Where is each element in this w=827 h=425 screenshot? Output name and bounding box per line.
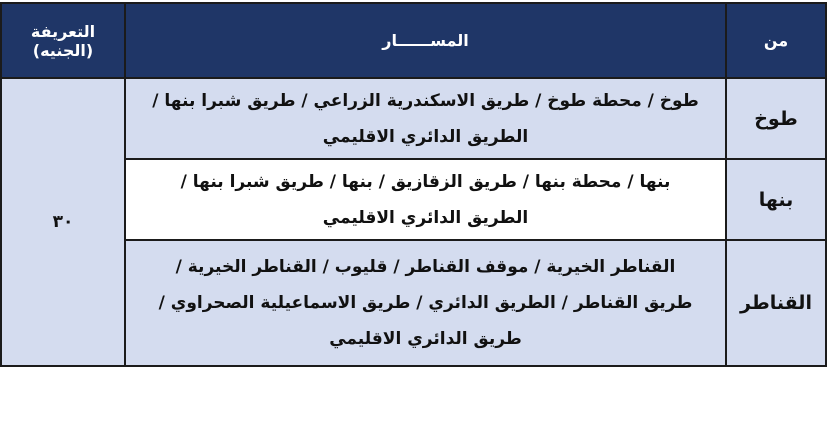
header-from: من [726, 3, 826, 78]
route-cell [125, 78, 726, 159]
route-line: طريق الدائري الاقليمي [329, 329, 522, 349]
table-header-row [1, 3, 826, 78]
header-fare: التعريفة (الجنيه) [1, 3, 125, 78]
table-row [1, 240, 826, 366]
origin-cell: طوخ [726, 78, 826, 159]
route-line: الطريق الدائري الاقليمي [322, 126, 529, 147]
route-line: طوخ / محطة طوخ / طريق الاسكندرية الزراعي / طريق شبرا بنها / [152, 90, 699, 111]
fare-table [0, 2, 827, 367]
route-line: بنها / محطة بنها / طريق الزقازيق / بنها / طريق شبرا بنها / [180, 171, 671, 192]
route-line: الطريق الدائري الاقليمي [322, 207, 529, 228]
header-route: المســــــار [125, 3, 726, 78]
route-cell [125, 159, 726, 240]
route-cell [125, 240, 726, 366]
table-row [1, 78, 826, 159]
origin-cell: القناطر [726, 240, 826, 366]
route-line: القناطر الخيرية / موقف القناطر / قليوب / القناطر الخيرية / [175, 257, 676, 277]
origin-cell: بنها [726, 159, 826, 240]
route-line: طريق القناطر / الطريق الدائري / طريق الاسماعيلية الصحراوي / [158, 293, 693, 313]
table-row [1, 159, 826, 240]
fare-cell: ٣٠ [1, 78, 125, 366]
